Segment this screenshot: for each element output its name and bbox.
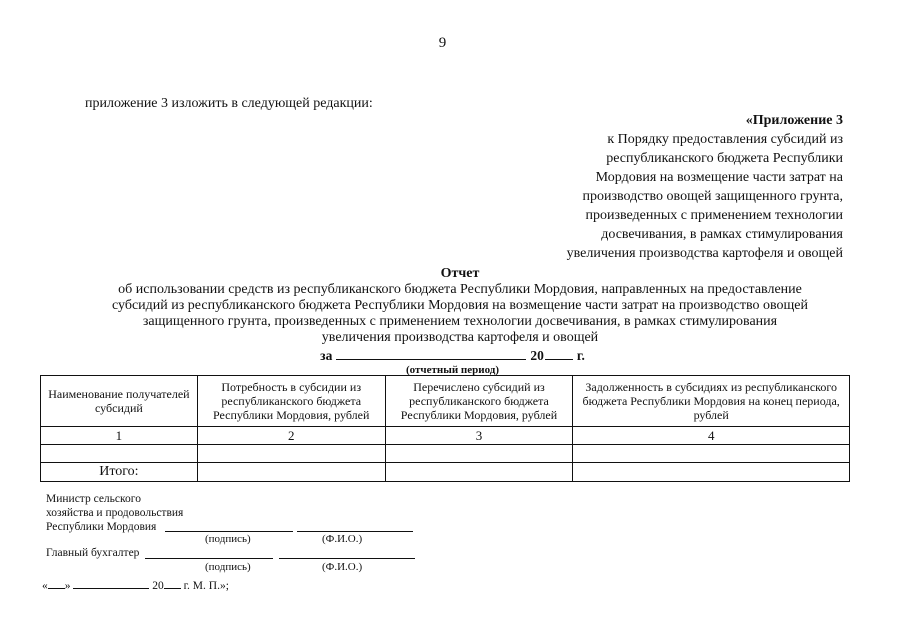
accountant-name-caption: (Ф.И.О.)	[322, 561, 363, 573]
table-cell	[385, 445, 573, 463]
table-number-row	[41, 427, 850, 445]
period-caption: (отчетный период)	[405, 364, 499, 376]
appendix-line: увеличения производства картофеля и овощей	[566, 246, 843, 261]
report-title: Отчет	[440, 266, 480, 281]
minister-line: хозяйства и продовольствия	[46, 507, 184, 519]
period-suffix: г.	[576, 348, 585, 363]
period-prefix: за	[320, 348, 333, 363]
appendix-line: произведенных с применением технологии	[585, 208, 843, 223]
appendix-line: к Порядку предоставления субсидий из	[607, 132, 843, 147]
year-blank	[164, 578, 181, 589]
period-blank	[336, 347, 526, 360]
header-cell: Задолженность в субсидиях из республиканского бюджета Республики Мордовия на конец периода, рублей	[573, 376, 850, 427]
column-number: 3	[385, 427, 573, 445]
table-cell	[573, 445, 850, 463]
minister-name-line	[297, 531, 413, 532]
table-cell	[197, 463, 385, 482]
report-subtitle-line: увеличения производства картофеля и овощей	[321, 330, 599, 345]
header-cell: Наименование получателей субсидий	[41, 376, 198, 427]
date-close-quote: »	[64, 580, 71, 592]
table-cell	[573, 463, 850, 482]
appendix-line: Мордовия на возмещение части затрат на	[595, 170, 843, 185]
minister-name-caption: (Ф.И.О.)	[322, 533, 363, 545]
table-cell	[197, 445, 385, 463]
page-number: 9	[438, 35, 447, 51]
report-subtitle-line: субсидий из республиканского бюджета Республики Мордовия на возмещение части затрат на производство овощей	[112, 298, 808, 313]
accountant-signature-line	[145, 558, 273, 559]
date-line	[42, 578, 229, 593]
column-number: 4	[573, 427, 850, 445]
day-blank	[48, 578, 65, 589]
period-line	[0, 347, 905, 364]
intro-text: приложение 3 изложить в следующей редакции:	[85, 96, 373, 111]
report-subtitle-line: об использовании средств из республиканского бюджета Республики Мордовия, направленных на предоставление	[118, 282, 802, 297]
header-cell: Потребность в субсидии из республиканского бюджета Республики Мордовия, рублей	[197, 376, 385, 427]
column-number: 2	[197, 427, 385, 445]
minister-label	[46, 492, 183, 534]
period-year-blank	[545, 347, 573, 360]
table-total-row	[41, 463, 850, 482]
table-cell	[41, 445, 198, 463]
minister-signature-caption: (подпись)	[205, 533, 251, 545]
appendix-line: производство овощей защищенного грунта,	[582, 189, 843, 204]
column-number: 1	[41, 427, 198, 445]
appendix-line: республиканского бюджета Республики	[606, 151, 843, 166]
date-suffix: г. М. П.»;	[183, 580, 229, 592]
report-table	[40, 375, 850, 482]
total-label: Итого:	[41, 463, 198, 482]
date-year: 20	[152, 580, 164, 592]
date-open-quote: «	[42, 580, 48, 592]
minister-line: Республики Мордовия	[46, 521, 157, 533]
accountant-label: Главный бухгалтер	[46, 547, 140, 559]
table-header-row	[41, 376, 850, 427]
header-cell: Перечислено субсидий из республиканского бюджета Республики Мордовия, рублей	[385, 376, 573, 427]
report-subtitle-line: защищенного грунта, произведенных с применением технологии досвечивания, в рамках стимулирования	[142, 314, 778, 329]
report-heading	[60, 266, 860, 346]
accountant-name-line	[279, 558, 415, 559]
table-row	[41, 445, 850, 463]
appendix-line: досвечивания, в рамках стимулирования	[601, 227, 843, 242]
minister-signature-line	[165, 531, 293, 532]
minister-line: Министр сельского	[46, 493, 141, 505]
period-year: 20	[530, 348, 544, 363]
appendix-title: «Приложение 3	[745, 113, 843, 128]
table-cell	[385, 463, 573, 482]
appendix-block	[567, 111, 843, 263]
accountant-signature-caption: (подпись)	[205, 561, 251, 573]
month-blank	[73, 578, 149, 589]
